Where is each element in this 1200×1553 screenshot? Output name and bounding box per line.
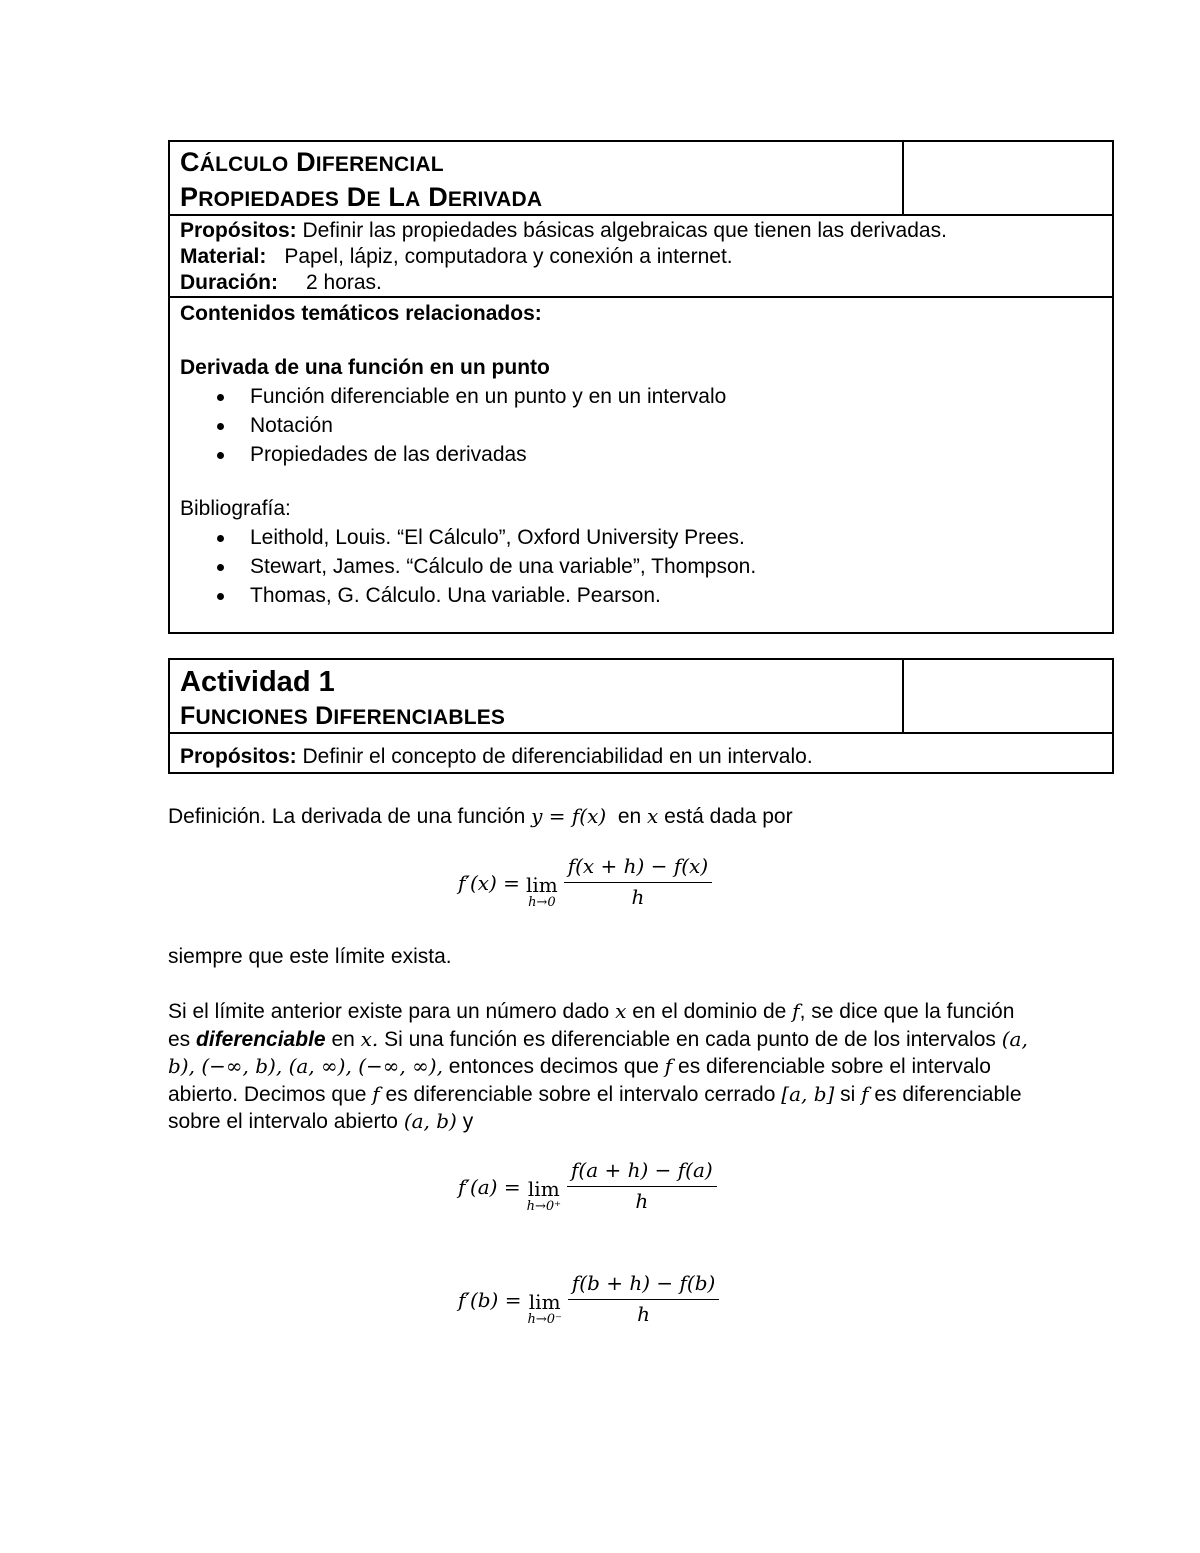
list-item: Thomas, G. Cálculo. Una variable. Pearson. <box>250 581 1102 610</box>
activity-purpose-row <box>170 734 1112 772</box>
text-span: es diferenciable sobre el intervalo abierto <box>168 1082 1022 1133</box>
siempre-line: siempre que este límite exista. <box>168 945 452 968</box>
list-item: Propiedades de las derivadas <box>250 440 1102 469</box>
propositos-label: Propósitos: <box>180 219 297 242</box>
list-item: Stewart, James. “Cálculo de una variable”, Thompson. <box>250 552 1102 581</box>
definition-mid: en <box>617 805 642 828</box>
material-label: Material: <box>180 245 267 268</box>
material-line <box>180 244 1102 270</box>
activity-title-row <box>170 660 1112 734</box>
activity-table <box>168 658 1114 774</box>
definition-line <box>168 803 1048 831</box>
text-span: si <box>840 1082 856 1106</box>
activity-propositos-label: Propósitos: <box>180 745 297 768</box>
math-variable: f <box>792 999 800 1023</box>
formula-derivative <box>458 854 712 911</box>
limit-label: lim <box>525 872 558 897</box>
title-cell <box>170 142 904 214</box>
bibliography-label: Bibliografía: <box>180 497 291 520</box>
material-text: Papel, lápiz, computadora y conexión a internet. <box>284 245 733 268</box>
text-span: Si una función es diferenciable en cada punto de de los intervalos <box>384 1027 996 1051</box>
math-interval: (a, b) <box>403 1109 457 1133</box>
formula-lhs: f′(b) = <box>458 1287 522 1312</box>
math-variable: f <box>372 1081 380 1106</box>
fraction-denominator: h <box>637 1302 651 1326</box>
contents-heading: Contenidos temáticos relacionados: <box>180 302 542 325</box>
duracion-label: Duración: <box>180 271 279 294</box>
text-span: es diferenciable sobre el intervalo abierto. Decimos que <box>168 1055 991 1106</box>
fraction-numerator: f(b + h) − f(b) <box>568 1271 719 1300</box>
text-span: y <box>462 1110 474 1133</box>
blank-cell <box>904 660 1112 732</box>
text-span: Si el límite anterior existe para un número dado <box>168 1000 610 1023</box>
text-span: entonces decimos que <box>448 1055 659 1078</box>
formula-lhs: f′(a) = <box>458 1174 521 1199</box>
limit-operator <box>527 1289 562 1328</box>
definition-end: está dada por <box>664 805 793 828</box>
fraction-numerator: f(x + h) − f(x) <box>564 854 712 883</box>
contents-list <box>180 382 1102 469</box>
limit-operator <box>526 1176 561 1215</box>
contents-subheading: Derivada de una función en un punto <box>180 356 550 379</box>
activity-title: Actividad 1 <box>180 666 335 698</box>
activity-title-cell <box>170 660 904 732</box>
limit-subscript: h→0 <box>528 894 556 910</box>
limit-subscript: h→0⁺ <box>526 1198 561 1214</box>
list-item: Leithold, Louis. “El Cálculo”, Oxford University Prees. <box>250 523 1102 552</box>
activity-subtitle: FUNCIONES DIFERENCIABLES <box>180 702 506 730</box>
propositos-line <box>180 218 1102 244</box>
math-variable: f <box>664 1054 673 1078</box>
propositos-text: Definir las propiedades básicas algebraicas que tienen las derivadas. <box>302 219 947 242</box>
differentiability-paragraph <box>168 998 1038 1136</box>
text-span: en <box>331 1027 355 1051</box>
bibliography-list <box>180 523 1102 610</box>
blank-cell <box>904 142 1112 214</box>
limit-label: lim <box>527 1176 560 1201</box>
text-span: es diferenciable sobre el intervalo cerrado <box>385 1082 776 1106</box>
fraction <box>564 854 712 911</box>
text-span: , se dice que la función es <box>168 1000 1015 1051</box>
math-variable: x <box>647 804 659 828</box>
math-variable: x <box>615 999 627 1023</box>
formula-right-derivative <box>458 1158 717 1215</box>
math-intervals: (a, b), (−∞, b), (a, ∞), (−∞, ∞), <box>168 1026 1028 1078</box>
formula-left-derivative <box>458 1271 719 1328</box>
formula-lhs: f′(x) = <box>458 870 520 895</box>
fraction <box>567 1158 717 1215</box>
math-interval: [a, b] <box>781 1081 835 1106</box>
fraction-denominator: h <box>635 1189 649 1213</box>
duracion-line <box>180 270 1102 296</box>
emphasis-term: diferenciable <box>196 1027 326 1051</box>
math-variable: f <box>861 1081 869 1106</box>
limit-label: lim <box>528 1289 561 1314</box>
math-function: y = f(x) <box>531 804 607 828</box>
limit-operator <box>525 872 558 911</box>
fraction-numerator: f(a + h) − f(a) <box>567 1158 717 1187</box>
course-title: CÁLCULO DIFERENCIAL <box>180 147 444 177</box>
math-variable: x. <box>360 1026 379 1051</box>
contents-row <box>170 298 1112 632</box>
fraction-denominator: h <box>631 885 645 909</box>
info-row <box>170 216 1112 298</box>
activity-propositos-text: Definir el concepto de diferenciabilidad en un intervalo. <box>302 745 813 768</box>
limit-subscript: h→0⁻ <box>527 1311 562 1327</box>
duracion-text: 2 horas. <box>306 271 382 294</box>
list-item: Función diferenciable en un punto y en un intervalo <box>250 382 1102 411</box>
text-span: en el dominio de <box>632 1000 787 1023</box>
header-table <box>168 140 1114 634</box>
list-item: Notación <box>250 411 1102 440</box>
definition-intro: Definición. La derivada de una función <box>168 805 526 828</box>
title-row <box>170 142 1112 216</box>
topic-title: PROPIEDADES DE LA DERIVADA <box>180 182 543 212</box>
fraction <box>568 1271 719 1328</box>
